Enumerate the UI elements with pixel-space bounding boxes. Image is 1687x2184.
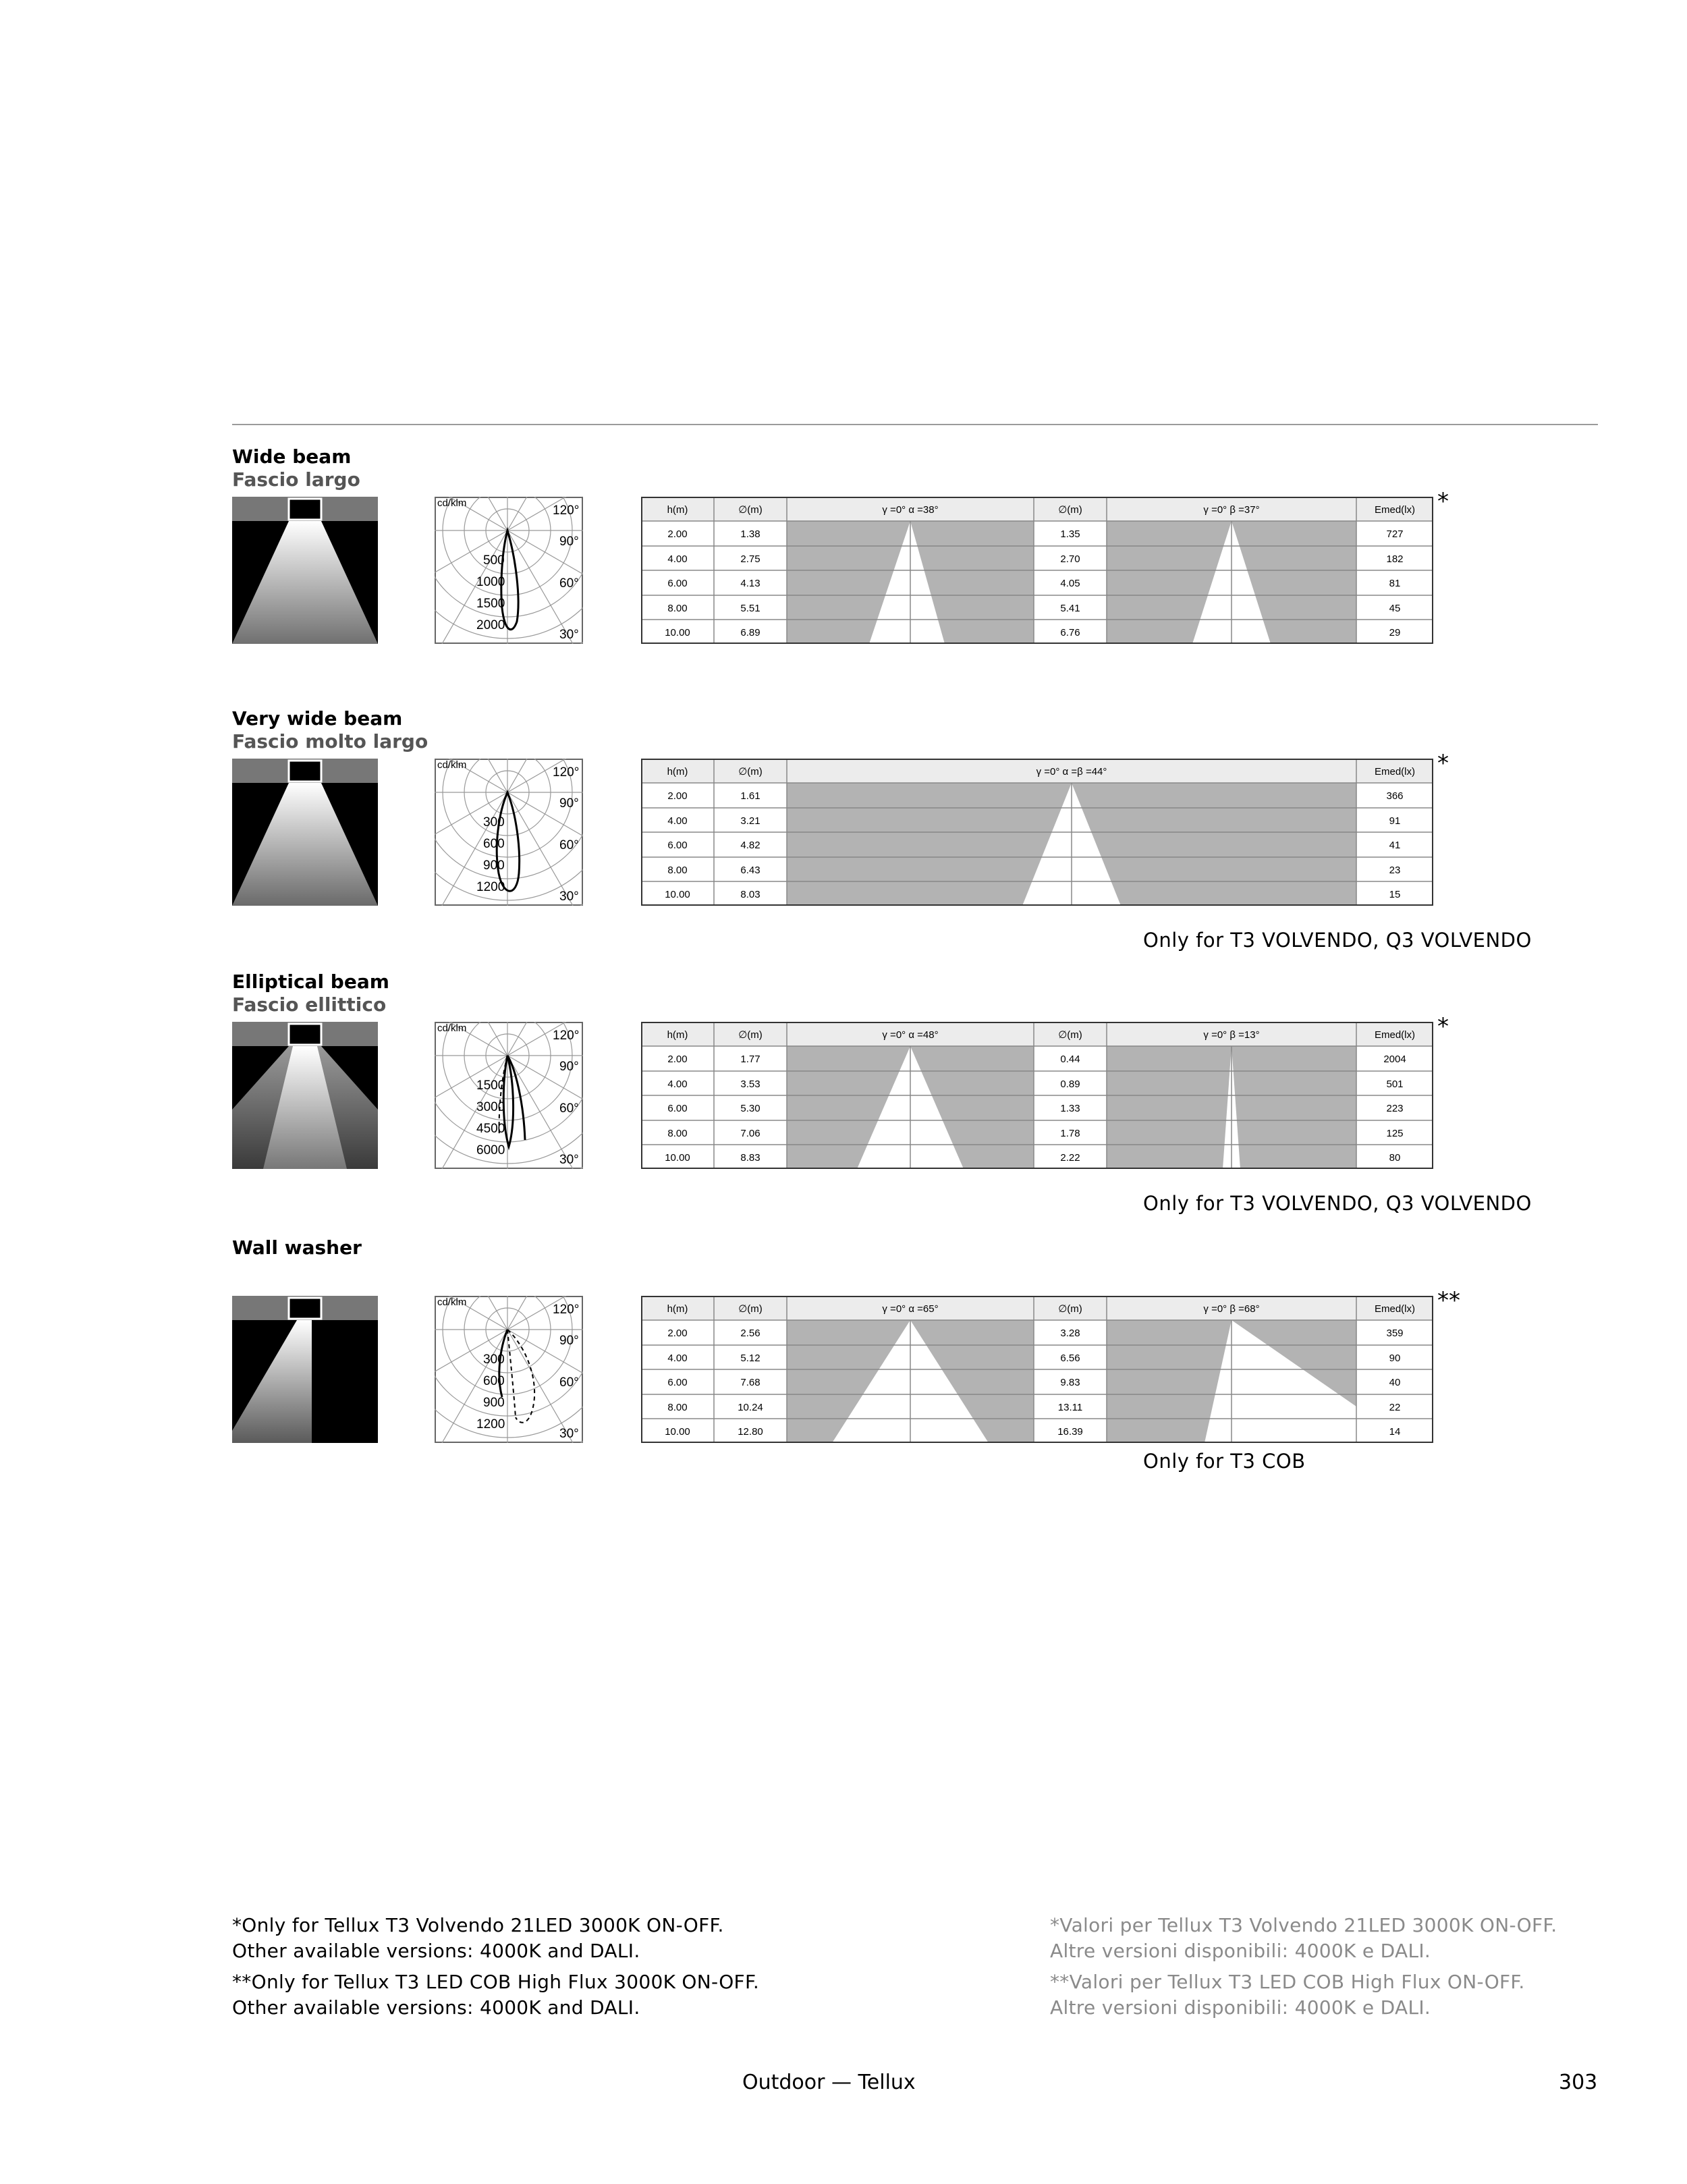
- cell-d1: 4.82: [740, 840, 760, 851]
- cell-d2: 1.78: [1060, 1128, 1080, 1139]
- polar-scale-0: 300: [483, 815, 505, 829]
- beam-table: [641, 759, 1433, 906]
- cell-e: 41: [1389, 840, 1401, 851]
- cell-e: 91: [1389, 815, 1401, 827]
- cell-e: 29: [1389, 627, 1401, 638]
- col-header-d1: ∅(m): [738, 766, 763, 777]
- polar-scale-2: 900: [483, 1396, 505, 1410]
- cell-e: 15: [1389, 889, 1401, 900]
- polar-unit: cd/klm: [437, 759, 467, 771]
- beam-icon: [232, 1022, 378, 1169]
- cell-e: 40: [1389, 1377, 1401, 1388]
- top-rule: [232, 424, 1598, 425]
- cell-d1: 1.77: [740, 1054, 760, 1065]
- cell-d2: 13.11: [1057, 1402, 1083, 1413]
- cell-h: 6.00: [667, 840, 688, 851]
- cell-e: 2004: [1383, 1054, 1406, 1065]
- polar-scale-1: 600: [483, 837, 505, 851]
- cell-d2: 0.89: [1060, 1079, 1080, 1090]
- polar-angle-60: 60°: [559, 1101, 579, 1116]
- polar-diagram: [435, 497, 583, 644]
- cell-d1: 1.38: [740, 528, 760, 540]
- polar-scale-3: 1200: [476, 880, 505, 894]
- cell-h: 10.00: [665, 627, 690, 638]
- polar-scale-3: 1200: [476, 1417, 505, 1431]
- cell-d2: 16.39: [1057, 1426, 1083, 1438]
- cell-d2: 6.76: [1060, 627, 1080, 638]
- col-header-d1: ∅(m): [738, 1029, 763, 1041]
- cell-h: 8.00: [667, 1402, 688, 1413]
- beam-icon: [232, 759, 378, 906]
- col-header-e: Emed(lx): [1374, 504, 1416, 516]
- availability-note: Only for T3 VOLVENDO, Q3 VOLVENDO: [1143, 1192, 1532, 1215]
- polar-angle-90: 90°: [559, 796, 579, 811]
- cell-e: 366: [1386, 790, 1404, 802]
- cell-d1: 10.24: [738, 1402, 763, 1413]
- col-header-d2: ∅(m): [1058, 1303, 1082, 1315]
- polar-angle-120: 120°: [553, 1303, 580, 1317]
- col-header-beam1: γ =0° α =β =44°: [1036, 766, 1107, 777]
- cell-h: 8.00: [667, 1128, 688, 1139]
- polar-angle-30: 30°: [559, 1153, 579, 1167]
- cell-d1: 2.75: [740, 553, 760, 565]
- cell-d1: 2.56: [740, 1328, 760, 1339]
- cell-h: 8.00: [667, 865, 688, 876]
- cell-d2: 1.33: [1060, 1103, 1080, 1114]
- polar-scale-0: 1500: [476, 1079, 505, 1093]
- polar-angle-120: 120°: [553, 765, 580, 780]
- col-header-d1: ∅(m): [738, 1303, 763, 1315]
- footnote-en-4: Other available versions: 4000K and DALI.: [232, 1996, 640, 2019]
- cell-d1: 5.12: [740, 1353, 760, 1364]
- cell-e: 22: [1389, 1402, 1401, 1413]
- footnote-it-2: Altre versioni disponibili: 4000K e DALI.: [1050, 1940, 1431, 1962]
- cell-e: 223: [1386, 1103, 1404, 1114]
- polar-angle-60: 60°: [559, 1375, 579, 1390]
- cell-d1: 7.68: [740, 1377, 760, 1388]
- cell-h: 6.00: [667, 578, 688, 589]
- col-header-h: h(m): [667, 1303, 688, 1315]
- cell-d1: 5.30: [740, 1103, 760, 1114]
- section-title: Wide beam: [232, 445, 352, 468]
- cell-h: 2.00: [667, 528, 688, 540]
- cell-d2: 9.83: [1060, 1377, 1080, 1388]
- cell-e: 501: [1386, 1079, 1404, 1090]
- cell-e: 359: [1386, 1328, 1404, 1339]
- col-header-e: Emed(lx): [1374, 1303, 1416, 1315]
- footnote-en-2: Other available versions: 4000K and DALI.: [232, 1940, 640, 1962]
- beam-table: [641, 1296, 1433, 1443]
- cell-e: 14: [1389, 1426, 1401, 1438]
- polar-angle-90: 90°: [559, 1334, 579, 1348]
- cell-e: 182: [1386, 553, 1404, 565]
- col-header-beam1: γ =0° α =38°: [882, 504, 939, 516]
- section-title: Very wide beam: [232, 707, 403, 730]
- section-wall-washer: [232, 1236, 1649, 1479]
- cell-d2: 5.41: [1060, 603, 1080, 614]
- section-subtitle: Fascio ellittico: [232, 993, 387, 1016]
- cell-e: 23: [1389, 865, 1401, 876]
- col-header-d2: ∅(m): [1058, 504, 1082, 516]
- cell-h: 4.00: [667, 1353, 688, 1364]
- col-header-h: h(m): [667, 1029, 688, 1041]
- cell-h: 2.00: [667, 1054, 688, 1065]
- cell-h: 6.00: [667, 1103, 688, 1114]
- cell-h: 2.00: [667, 790, 688, 802]
- section-very-wide-beam: [232, 707, 1649, 950]
- cell-h: 4.00: [667, 815, 688, 827]
- availability-note: Only for T3 COB: [1143, 1450, 1306, 1473]
- section-title: Wall washer: [232, 1236, 362, 1259]
- cell-h: 6.00: [667, 1377, 688, 1388]
- cell-e: 81: [1389, 578, 1401, 589]
- polar-angle-60: 60°: [559, 838, 579, 852]
- footnote-mark: *: [1437, 488, 1449, 515]
- cell-h: 4.00: [667, 553, 688, 565]
- cell-h: 4.00: [667, 1079, 688, 1090]
- cell-e: 727: [1386, 528, 1404, 540]
- polar-angle-30: 30°: [559, 628, 579, 642]
- section-elliptical-beam: [232, 971, 1649, 1213]
- cell-e: 125: [1386, 1128, 1404, 1139]
- polar-unit: cd/klm: [437, 497, 467, 509]
- cell-d2: 1.35: [1060, 528, 1080, 540]
- polar-diagram: [435, 1022, 583, 1169]
- cell-d2: 4.05: [1060, 578, 1080, 589]
- footnote-mark: **: [1437, 1287, 1460, 1314]
- cell-d1: 3.21: [740, 815, 760, 827]
- section-title: Elliptical beam: [232, 971, 389, 993]
- cell-e: 45: [1389, 603, 1401, 614]
- footnote-mark: *: [1437, 1013, 1449, 1040]
- cell-d1: 8.03: [740, 889, 760, 900]
- polar-scale-2: 1500: [476, 597, 505, 611]
- beam-icon: [232, 497, 378, 644]
- cell-h: 10.00: [665, 1426, 690, 1438]
- polar-diagram: [435, 759, 583, 906]
- cell-d1: 5.51: [740, 603, 760, 614]
- beam-table: [641, 497, 1433, 644]
- footnote-en-3: **Only for Tellux T3 LED COB High Flux 3000K ON-OFF.: [232, 1971, 760, 1993]
- col-header-e: Emed(lx): [1374, 766, 1416, 777]
- polar-angle-30: 30°: [559, 1427, 579, 1441]
- footnote-it-1: *Valori per Tellux T3 Volvendo 21LED 3000K ON-OFF.: [1050, 1914, 1557, 1936]
- polar-scale-0: 500: [483, 553, 505, 568]
- col-header-d1: ∅(m): [738, 504, 763, 516]
- polar-scale-2: 900: [483, 858, 505, 873]
- col-header-beam1: γ =0° α =65°: [882, 1303, 939, 1315]
- cell-e: 80: [1389, 1152, 1401, 1164]
- polar-angle-90: 90°: [559, 1060, 579, 1074]
- cell-h: 8.00: [667, 603, 688, 614]
- cell-d2: 6.56: [1060, 1353, 1080, 1364]
- polar-angle-120: 120°: [553, 1029, 580, 1043]
- availability-note: Only for T3 VOLVENDO, Q3 VOLVENDO: [1143, 929, 1532, 952]
- cell-h: 10.00: [665, 1152, 690, 1164]
- cell-h: 10.00: [665, 889, 690, 900]
- footnote-it-4: Altre versioni disponibili: 4000K e DALI.: [1050, 1996, 1431, 2019]
- polar-angle-60: 60°: [559, 576, 579, 591]
- polar-scale-2: 4500: [476, 1122, 505, 1136]
- cell-d1: 6.43: [740, 865, 760, 876]
- cell-d1: 1.61: [740, 790, 760, 802]
- section-subtitle: Fascio molto largo: [232, 730, 428, 753]
- polar-scale-3: 2000: [476, 618, 505, 632]
- col-header-h: h(m): [667, 766, 688, 777]
- polar-unit: cd/klm: [437, 1022, 467, 1034]
- col-header-h: h(m): [667, 504, 688, 516]
- cell-d1: 8.83: [740, 1152, 760, 1164]
- cell-d1: 12.80: [738, 1426, 763, 1438]
- cell-d2: 2.70: [1060, 553, 1080, 565]
- footer-title: Outdoor — Tellux: [742, 2071, 916, 2094]
- polar-angle-120: 120°: [553, 503, 580, 518]
- section-wide-beam: [232, 445, 1649, 688]
- footnote-en-1: *Only for Tellux T3 Volvendo 21LED 3000K ON-OFF.: [232, 1914, 724, 1936]
- col-header-beam2: γ =0° β =68°: [1203, 1303, 1260, 1315]
- col-header-beam2: γ =0° β =13°: [1203, 1029, 1260, 1041]
- col-header-beam2: γ =0° β =37°: [1203, 504, 1260, 516]
- section-subtitle: Fascio largo: [232, 468, 360, 491]
- col-header-e: Emed(lx): [1374, 1029, 1416, 1041]
- cell-d2: 2.22: [1060, 1152, 1080, 1164]
- polar-scale-0: 300: [483, 1353, 505, 1367]
- polar-angle-30: 30°: [559, 890, 579, 904]
- beam-icon: [232, 1296, 378, 1443]
- cell-h: 2.00: [667, 1328, 688, 1339]
- cell-d1: 7.06: [740, 1128, 760, 1139]
- polar-scale-3: 6000: [476, 1143, 505, 1157]
- polar-diagram: [435, 1296, 583, 1443]
- polar-scale-1: 3000: [476, 1100, 505, 1114]
- col-header-d2: ∅(m): [1058, 1029, 1082, 1041]
- col-header-beam1: γ =0° α =48°: [882, 1029, 939, 1041]
- page-number: 303: [1559, 2071, 1598, 2094]
- cell-d2: 0.44: [1060, 1054, 1080, 1065]
- polar-angle-90: 90°: [559, 535, 579, 549]
- beam-table: [641, 1022, 1433, 1169]
- footnote-mark: *: [1437, 750, 1449, 777]
- footnote-it-3: **Valori per Tellux T3 LED COB High Flux ON-OFF.: [1050, 1971, 1525, 1993]
- cell-e: 90: [1389, 1353, 1401, 1364]
- cell-d1: 3.53: [740, 1079, 760, 1090]
- polar-unit: cd/klm: [437, 1296, 467, 1308]
- cell-d1: 4.13: [740, 578, 760, 589]
- polar-scale-1: 1000: [476, 575, 505, 589]
- polar-scale-1: 600: [483, 1374, 505, 1388]
- cell-d2: 3.28: [1060, 1328, 1080, 1339]
- cell-d1: 6.89: [740, 627, 760, 638]
